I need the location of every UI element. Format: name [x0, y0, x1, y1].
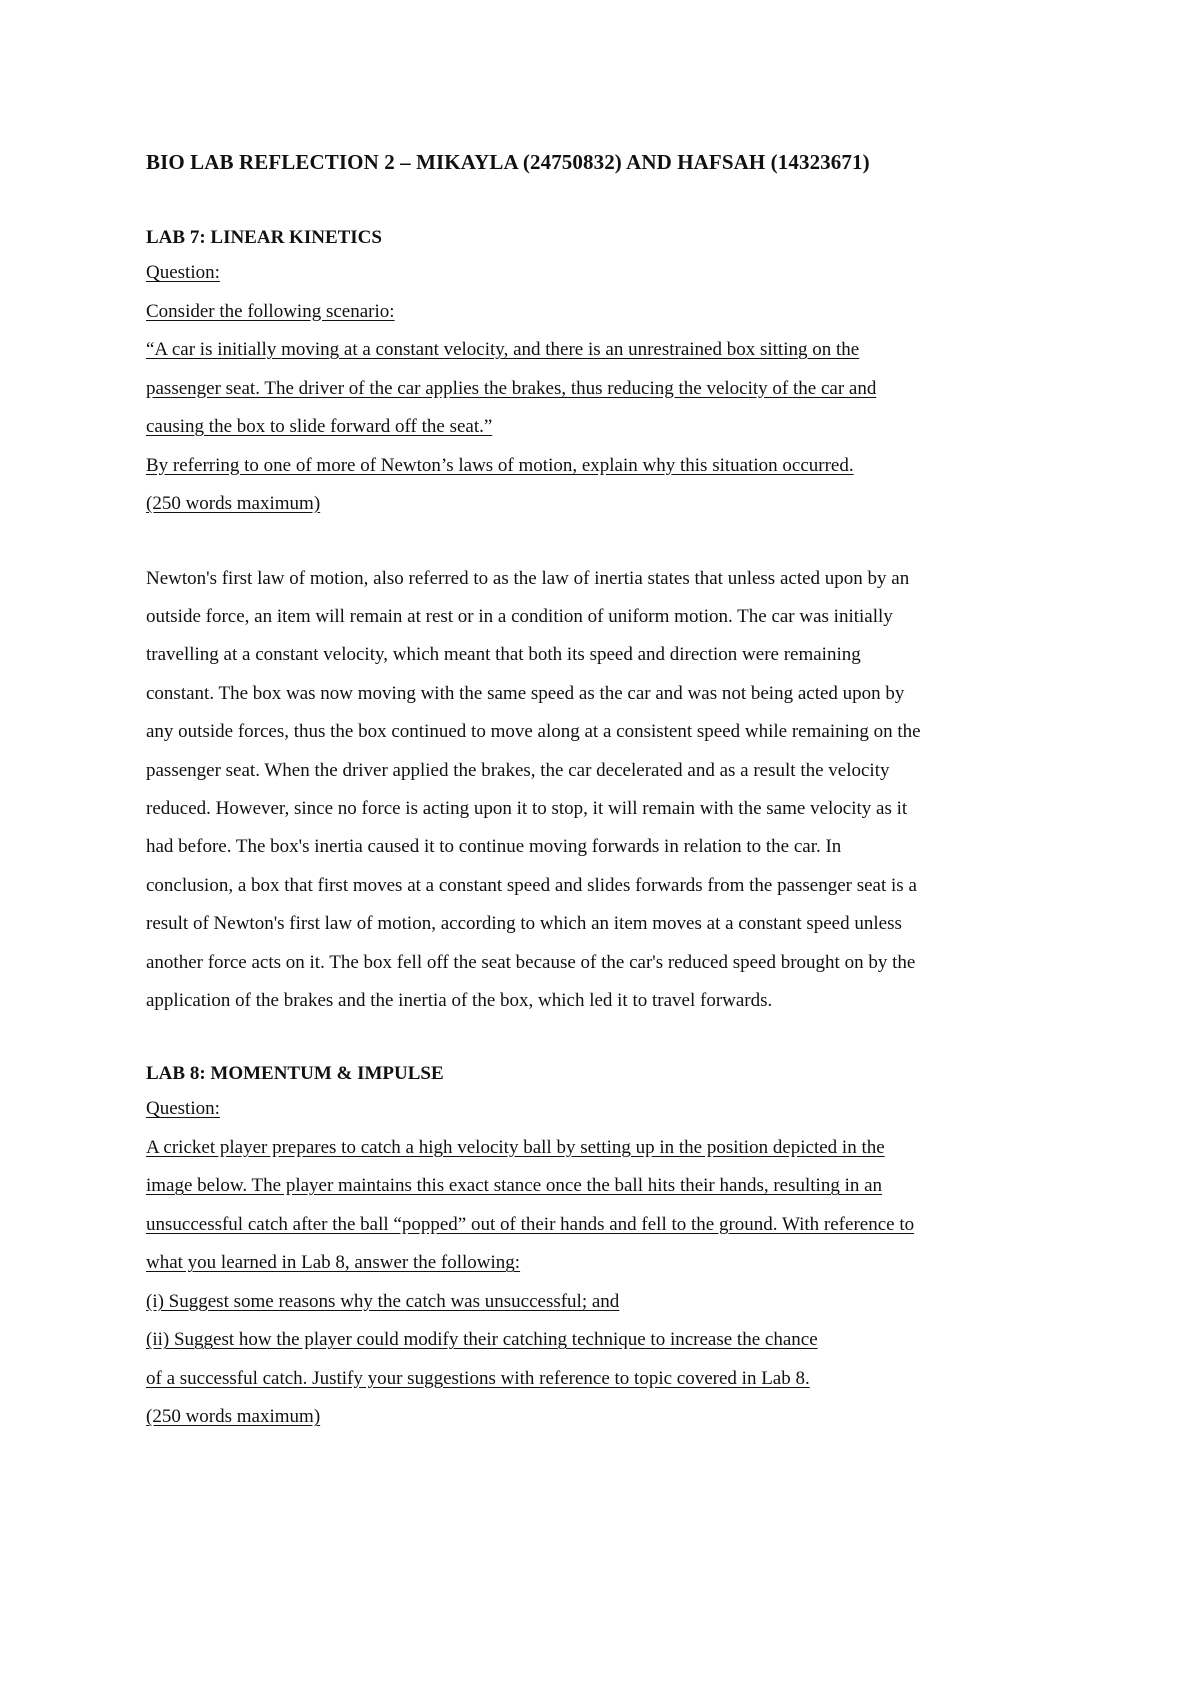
answer-line: Newton's first law of motion, also referred to as the law of inertia states that unless acted upon by an [146, 567, 910, 589]
answer-line: constant. The box was now moving with the same speed as the car and was not being acted upon by [146, 682, 905, 704]
lab7-heading: LAB 7: LINEAR KINETICS [146, 227, 382, 248]
lab8-heading: LAB 8: MOMENTUM & IMPULSE [146, 1063, 444, 1085]
question-line: Question: [146, 262, 220, 283]
lab7-section [146, 222, 1080, 1020]
lab7-question [146, 254, 1080, 524]
answer-line: passenger seat. When the driver applied the brakes, the car decelerated and as a result the velocity [146, 759, 890, 781]
question-line: (ii) Suggest how the player could modify their catching technique to increase the chance [146, 1329, 818, 1351]
question-line: A cricket player prepares to catch a high velocity ball by setting up in the position depicted in the [146, 1136, 885, 1158]
question-line: (250 words maximum) [146, 493, 321, 514]
answer-line: another force acts on it. The box fell off the seat because of the car's reduced speed brought on by the [146, 951, 916, 973]
answer-line: travelling at a constant velocity, which meant that both its speed and direction were remaining [146, 644, 861, 666]
question-line: of a successful catch. Justify your suggestions with reference to topic covered in Lab 8. [146, 1367, 810, 1389]
question-line: By referring to one of more of Newton’s laws of motion, explain why this situation occurred. [146, 454, 854, 476]
answer-line: any outside forces, thus the box continued to move along at a consistent speed while remaining on the [146, 721, 921, 743]
lab8-question [146, 1090, 1080, 1437]
question-line: image below. The player maintains this exact stance once the ball hits their hands, resulting in an [146, 1175, 883, 1197]
question-line: passenger seat. The driver of the car applies the brakes, thus reducing the velocity of the car and [146, 377, 877, 399]
question-line: what you learned in Lab 8, answer the following: [146, 1252, 521, 1274]
answer-line: conclusion, a box that first moves at a constant speed and slides forwards from the passenger seat is a [146, 874, 917, 896]
question-line: unsuccessful catch after the ball “popped” out of their hands and fell to the ground. With reference to [146, 1213, 915, 1235]
answer-line: result of Newton's first law of motion, according to which an item moves at a constant speed unless [146, 913, 902, 935]
answer-line: reduced. However, since no force is acting upon it to stop, it will remain with the same velocity as it [146, 797, 908, 819]
lab8-section [146, 1058, 1080, 1437]
lab7-answer [146, 560, 1080, 1021]
question-line: (250 words maximum) [146, 1406, 321, 1428]
question-line: (i) Suggest some reasons why the catch was unsuccessful; and [146, 1290, 620, 1312]
answer-line: application of the brakes and the inertia of the box, which led it to travel forwards. [146, 989, 773, 1011]
question-line: causing the box to slide forward off the seat.” [146, 416, 493, 437]
question-line: Question: [146, 1098, 220, 1120]
question-line: Consider the following scenario: [146, 300, 395, 322]
question-line: “A car is initially moving at a constant velocity, and there is an unrestrained box sitting on the [146, 339, 860, 360]
answer-line: had before. The box's inertia caused it to continue moving forwards in relation to the car. In [146, 836, 842, 858]
answer-line: outside force, an item will remain at rest or in a condition of uniform motion. The car was initially [146, 605, 893, 627]
document-title: BIO LAB REFLECTION 2 – MIKAYLA (24750832) AND HAFSAH (14323671) [146, 150, 870, 174]
